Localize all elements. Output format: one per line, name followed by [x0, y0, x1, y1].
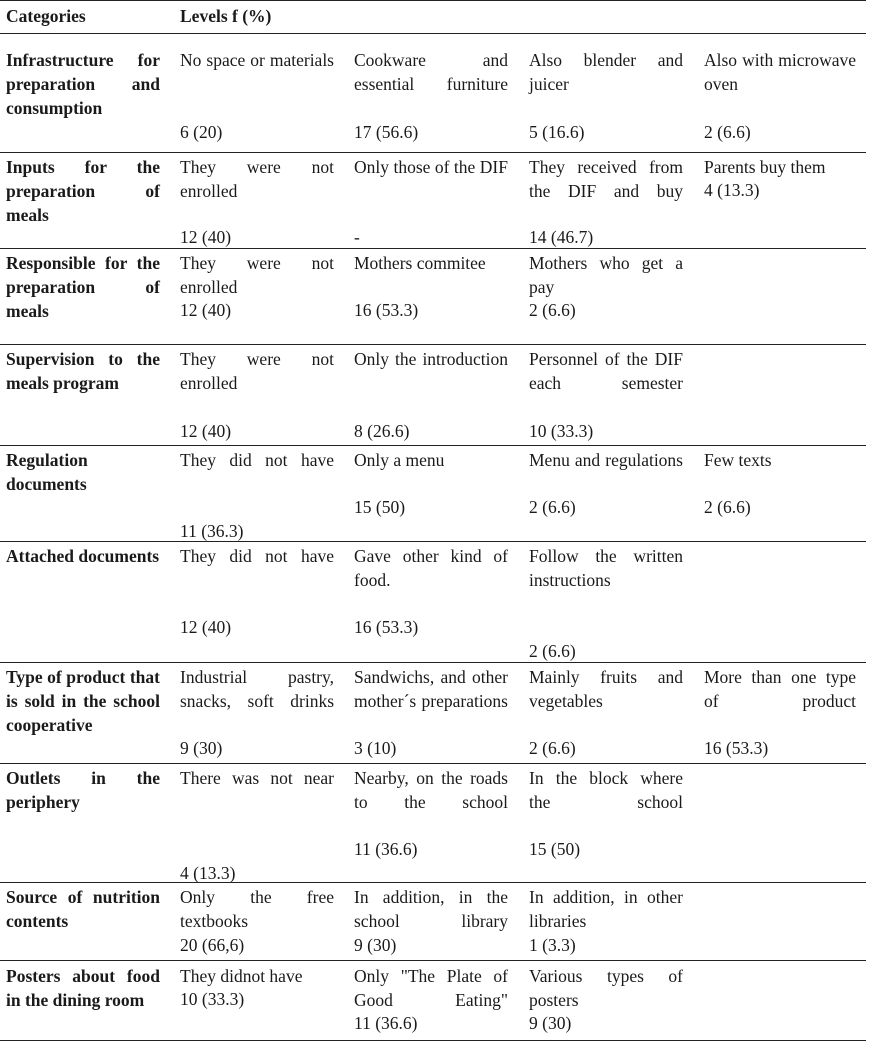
level-cell	[354, 885, 508, 955]
level-text: They were not enrolled	[180, 157, 334, 201]
level-cell	[529, 544, 683, 661]
level-cell	[529, 964, 683, 1033]
level-cell	[529, 251, 683, 320]
level-cell	[180, 347, 334, 441]
level-text: Few texts	[704, 450, 772, 470]
level-value: 12 (40)	[180, 617, 232, 637]
level-value: 12 (40)	[180, 300, 232, 320]
level-cell	[354, 448, 508, 517]
level-text: Parents buy them	[704, 157, 826, 177]
level-cell	[704, 155, 856, 200]
level-cell	[354, 155, 508, 247]
category-cell: Inputs for the preparation of meals	[6, 157, 160, 225]
level-text: Gave other kind of food.	[354, 546, 508, 590]
level-cell	[180, 885, 334, 955]
category-cell: Posters about food in the dining room	[6, 966, 160, 1010]
level-text: Only a menu	[354, 450, 445, 470]
level-value: 11 (36.3)	[180, 521, 244, 541]
row-divider	[0, 152, 866, 153]
level-cell	[180, 155, 334, 247]
level-cell	[180, 665, 334, 758]
level-cell	[529, 155, 683, 247]
level-value: 12 (40)	[180, 227, 232, 247]
level-text: Also with microwave oven	[704, 50, 856, 94]
row-divider	[0, 541, 866, 542]
category-cell: Infrastructure for preparation and consumption	[6, 50, 160, 118]
level-text: More than one type of product	[704, 667, 856, 711]
table-top-rule	[0, 0, 866, 1]
level-text: In addition, in the school library	[354, 887, 508, 931]
level-cell	[354, 251, 508, 320]
level-value: 9 (30)	[529, 1013, 572, 1033]
level-text: Mothers commitee	[354, 253, 486, 273]
level-value: 16 (53.3)	[704, 738, 769, 758]
level-value: 16 (53.3)	[354, 617, 419, 637]
level-value: 16 (53.3)	[354, 300, 419, 320]
level-value: 4 (13.3)	[180, 863, 236, 883]
level-text: Industrial pastry, snacks, soft drinks	[180, 667, 334, 711]
category-cell: Source of nutrition contents	[6, 887, 160, 931]
level-value: 1 (3.3)	[529, 935, 576, 955]
level-text: Only the introduction	[354, 349, 508, 369]
level-text: Follow the written instructions	[529, 546, 683, 590]
level-cell	[180, 448, 334, 541]
level-value: 9 (30)	[180, 738, 223, 758]
level-value: 10 (33.3)	[529, 421, 594, 441]
level-value: 3 (10)	[354, 738, 397, 758]
level-value: 10 (33.3)	[180, 989, 245, 1009]
level-cell	[354, 665, 508, 758]
level-text: Nearby, on the roads to the school	[354, 768, 508, 812]
level-cell	[354, 347, 508, 441]
level-value: 17 (56.6)	[354, 122, 419, 142]
level-text: Various types of posters	[529, 966, 683, 1010]
level-value: 8 (26.6)	[354, 421, 410, 441]
level-cell	[529, 448, 683, 517]
level-value: 2 (6.6)	[529, 300, 576, 320]
level-text: Menu and regulations	[529, 450, 683, 470]
level-text: They received from the DIF and buy	[529, 157, 683, 201]
level-text: Cookware and essential furniture	[354, 50, 508, 94]
level-cell	[529, 48, 683, 142]
level-value: 4 (13.3)	[704, 180, 760, 200]
level-text: Mothers who get a pay	[529, 253, 683, 297]
level-cell	[354, 48, 508, 142]
level-value: 6 (20)	[180, 122, 223, 142]
level-text: Sandwichs, and other mother´s preparations	[354, 667, 508, 711]
level-value: 11 (36.6)	[354, 839, 418, 859]
row-divider	[0, 248, 866, 249]
row-divider	[0, 960, 866, 961]
level-value: 2 (6.6)	[529, 738, 576, 758]
level-cell	[354, 766, 508, 859]
level-value: 14 (46.7)	[529, 227, 594, 247]
header-categories: Categories	[6, 6, 86, 26]
level-cell	[354, 544, 508, 637]
level-cell	[704, 448, 856, 517]
level-text: Only the free textbooks	[180, 887, 334, 931]
level-cell	[180, 48, 334, 142]
level-value: 20 (66,6)	[180, 935, 245, 955]
level-value: 2 (6.6)	[704, 497, 751, 517]
category-cell: Supervision to the meals program	[6, 349, 160, 393]
row-divider	[0, 662, 866, 663]
level-cell	[354, 964, 508, 1033]
category-cell: Outlets in the periphery	[6, 768, 160, 812]
level-text: They were not enrolled	[180, 349, 334, 393]
level-text: Only "The Plate of Good Eating"	[354, 966, 508, 1010]
level-text: No space or materials	[180, 50, 334, 70]
level-cell	[529, 885, 683, 955]
table-header-rule	[0, 33, 866, 34]
level-text: They didnot have	[180, 966, 303, 986]
level-cell	[180, 544, 334, 637]
level-value: 15 (50)	[529, 839, 581, 859]
level-value: 15 (50)	[354, 497, 406, 517]
level-cell	[180, 766, 334, 883]
row-divider	[0, 445, 866, 446]
level-cell	[529, 347, 683, 441]
level-value: -	[354, 227, 360, 247]
level-value: 5 (16.6)	[529, 122, 585, 142]
level-value: 9 (30)	[354, 935, 397, 955]
level-text: Personnel of the DIF each semester	[529, 349, 683, 393]
row-divider	[0, 344, 866, 345]
level-cell	[704, 665, 856, 758]
level-cell	[704, 48, 856, 142]
level-value: 12 (40)	[180, 421, 232, 441]
category-cell: Type of product that is sold in the school cooperative	[6, 667, 160, 735]
level-value: 11 (36.6)	[354, 1013, 418, 1033]
level-text: Also blender and juicer	[529, 50, 683, 94]
level-value: 2 (6.6)	[529, 497, 576, 517]
level-text: There was not near	[180, 768, 334, 788]
level-value: 2 (6.6)	[529, 641, 576, 661]
category-cell: Regulation documents	[6, 450, 88, 494]
table-bottom-rule	[0, 1040, 866, 1041]
header-levels: Levels f (%)	[180, 6, 272, 26]
level-text: They were not enrolled	[180, 253, 334, 297]
level-text: In addition, in other libraries	[529, 887, 683, 931]
level-cell	[180, 251, 334, 320]
category-cell: Attached documents	[6, 546, 160, 566]
level-text: They did not have	[180, 546, 334, 566]
level-value: 2 (6.6)	[704, 122, 751, 142]
level-cell	[529, 766, 683, 859]
level-cell	[180, 964, 334, 1009]
row-divider	[0, 763, 866, 764]
level-text: Only those of the DIF	[354, 157, 508, 177]
category-cell: Responsible for the preparation of meals	[6, 253, 160, 321]
level-text: They did not have	[180, 450, 334, 470]
level-text: In the block where the school	[529, 768, 683, 812]
level-text: Mainly fruits and vegetables	[529, 667, 683, 711]
row-divider	[0, 882, 866, 883]
level-cell	[529, 665, 683, 758]
